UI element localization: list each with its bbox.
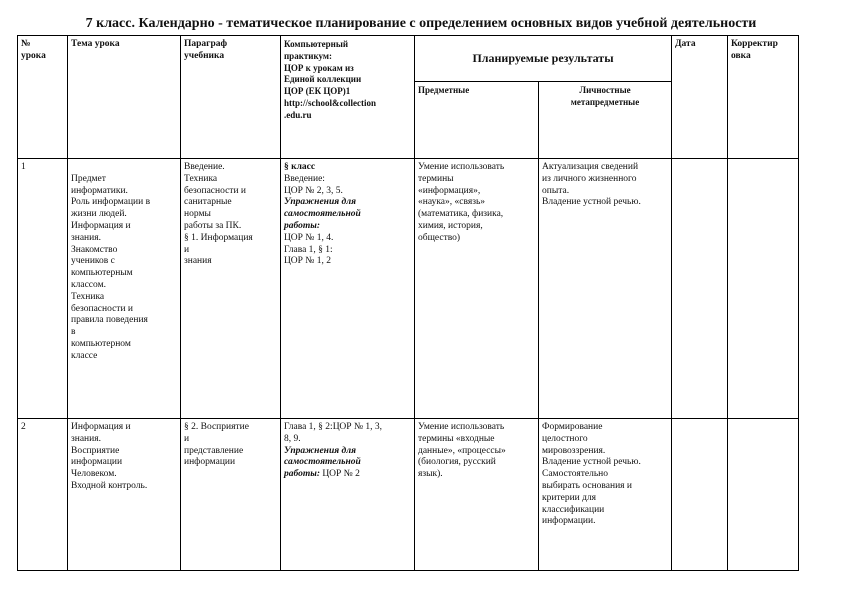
row-correction	[728, 419, 799, 571]
row-date	[672, 419, 728, 571]
row-subject-results: Умение использовать термины «информация», «наука», «связь» (математика, физика, химия, история, общество)	[415, 159, 539, 419]
header-subject-results: Предметные	[415, 82, 539, 159]
header-personal-results: Личностные метапредметные	[539, 82, 672, 159]
page-title: 7 класс. Календарно - тематическое планирование с определением основных видов учебной деятельности	[85, 16, 757, 31]
row-personal-results: Актуализация сведений из личного жизненного опыта. Владение устной речью.	[539, 159, 672, 419]
header-num: № урока	[18, 36, 68, 159]
table-row	[18, 159, 799, 419]
row-correction	[728, 159, 799, 419]
table-row	[18, 419, 799, 571]
row-date	[672, 159, 728, 419]
header-practicum: Компьютерный практикум: ЦОР к урокам из Единой коллекции ЦОР (ЕК ЦОР)1 http://school&collection .edu.ru	[281, 36, 415, 159]
row-num: 2	[18, 419, 68, 571]
row-topic: Информация и знания. Восприятие информации Человеком. Входной контроль.	[68, 419, 181, 571]
row-subject-results: Умение использовать термины «входные данные», «процессы» (биология, русский язык).	[415, 419, 539, 571]
row-paragraph: Введение. Техника безопасности и санитарные нормы работы за ПК. § 1. Информация и знания	[181, 159, 281, 419]
row-practicum: Глава 1, § 2:ЦОР № 1, 3, 8, 9. Упражнения для самостоятельной работы: ЦОР № 2	[281, 419, 415, 571]
planning-table	[17, 35, 799, 571]
header-paragraph: Параграф учебника	[181, 36, 281, 159]
header-topic: Тема урока	[68, 36, 181, 159]
header-planned-results: Планируемые результаты	[415, 36, 672, 82]
header-date: Дата	[672, 36, 728, 159]
row-personal-results: Формирование целостного мировоззрения. Владение устной речью. Самостоятельно выбирать основания и критерии для классификации информации.	[539, 419, 672, 571]
row-paragraph: § 2. Восприятие и представление информации	[181, 419, 281, 571]
header-correction: Корректир овка	[728, 36, 799, 159]
row-num: 1	[18, 159, 68, 419]
row-topic: Предмет информатики. Роль информации в жизни людей. Информация и знания. Знакомство учеников с компьютерным классом. Техника безопасности и правила поведения в компьютерном классе	[68, 159, 181, 419]
row-practicum: § класс Введение: ЦОР № 2, 3, 5. Упражнения для самостоятельной работы: ЦОР № 1, 4. Глава 1, § 1: ЦОР № 1, 2	[281, 159, 415, 419]
header-row	[18, 36, 799, 82]
